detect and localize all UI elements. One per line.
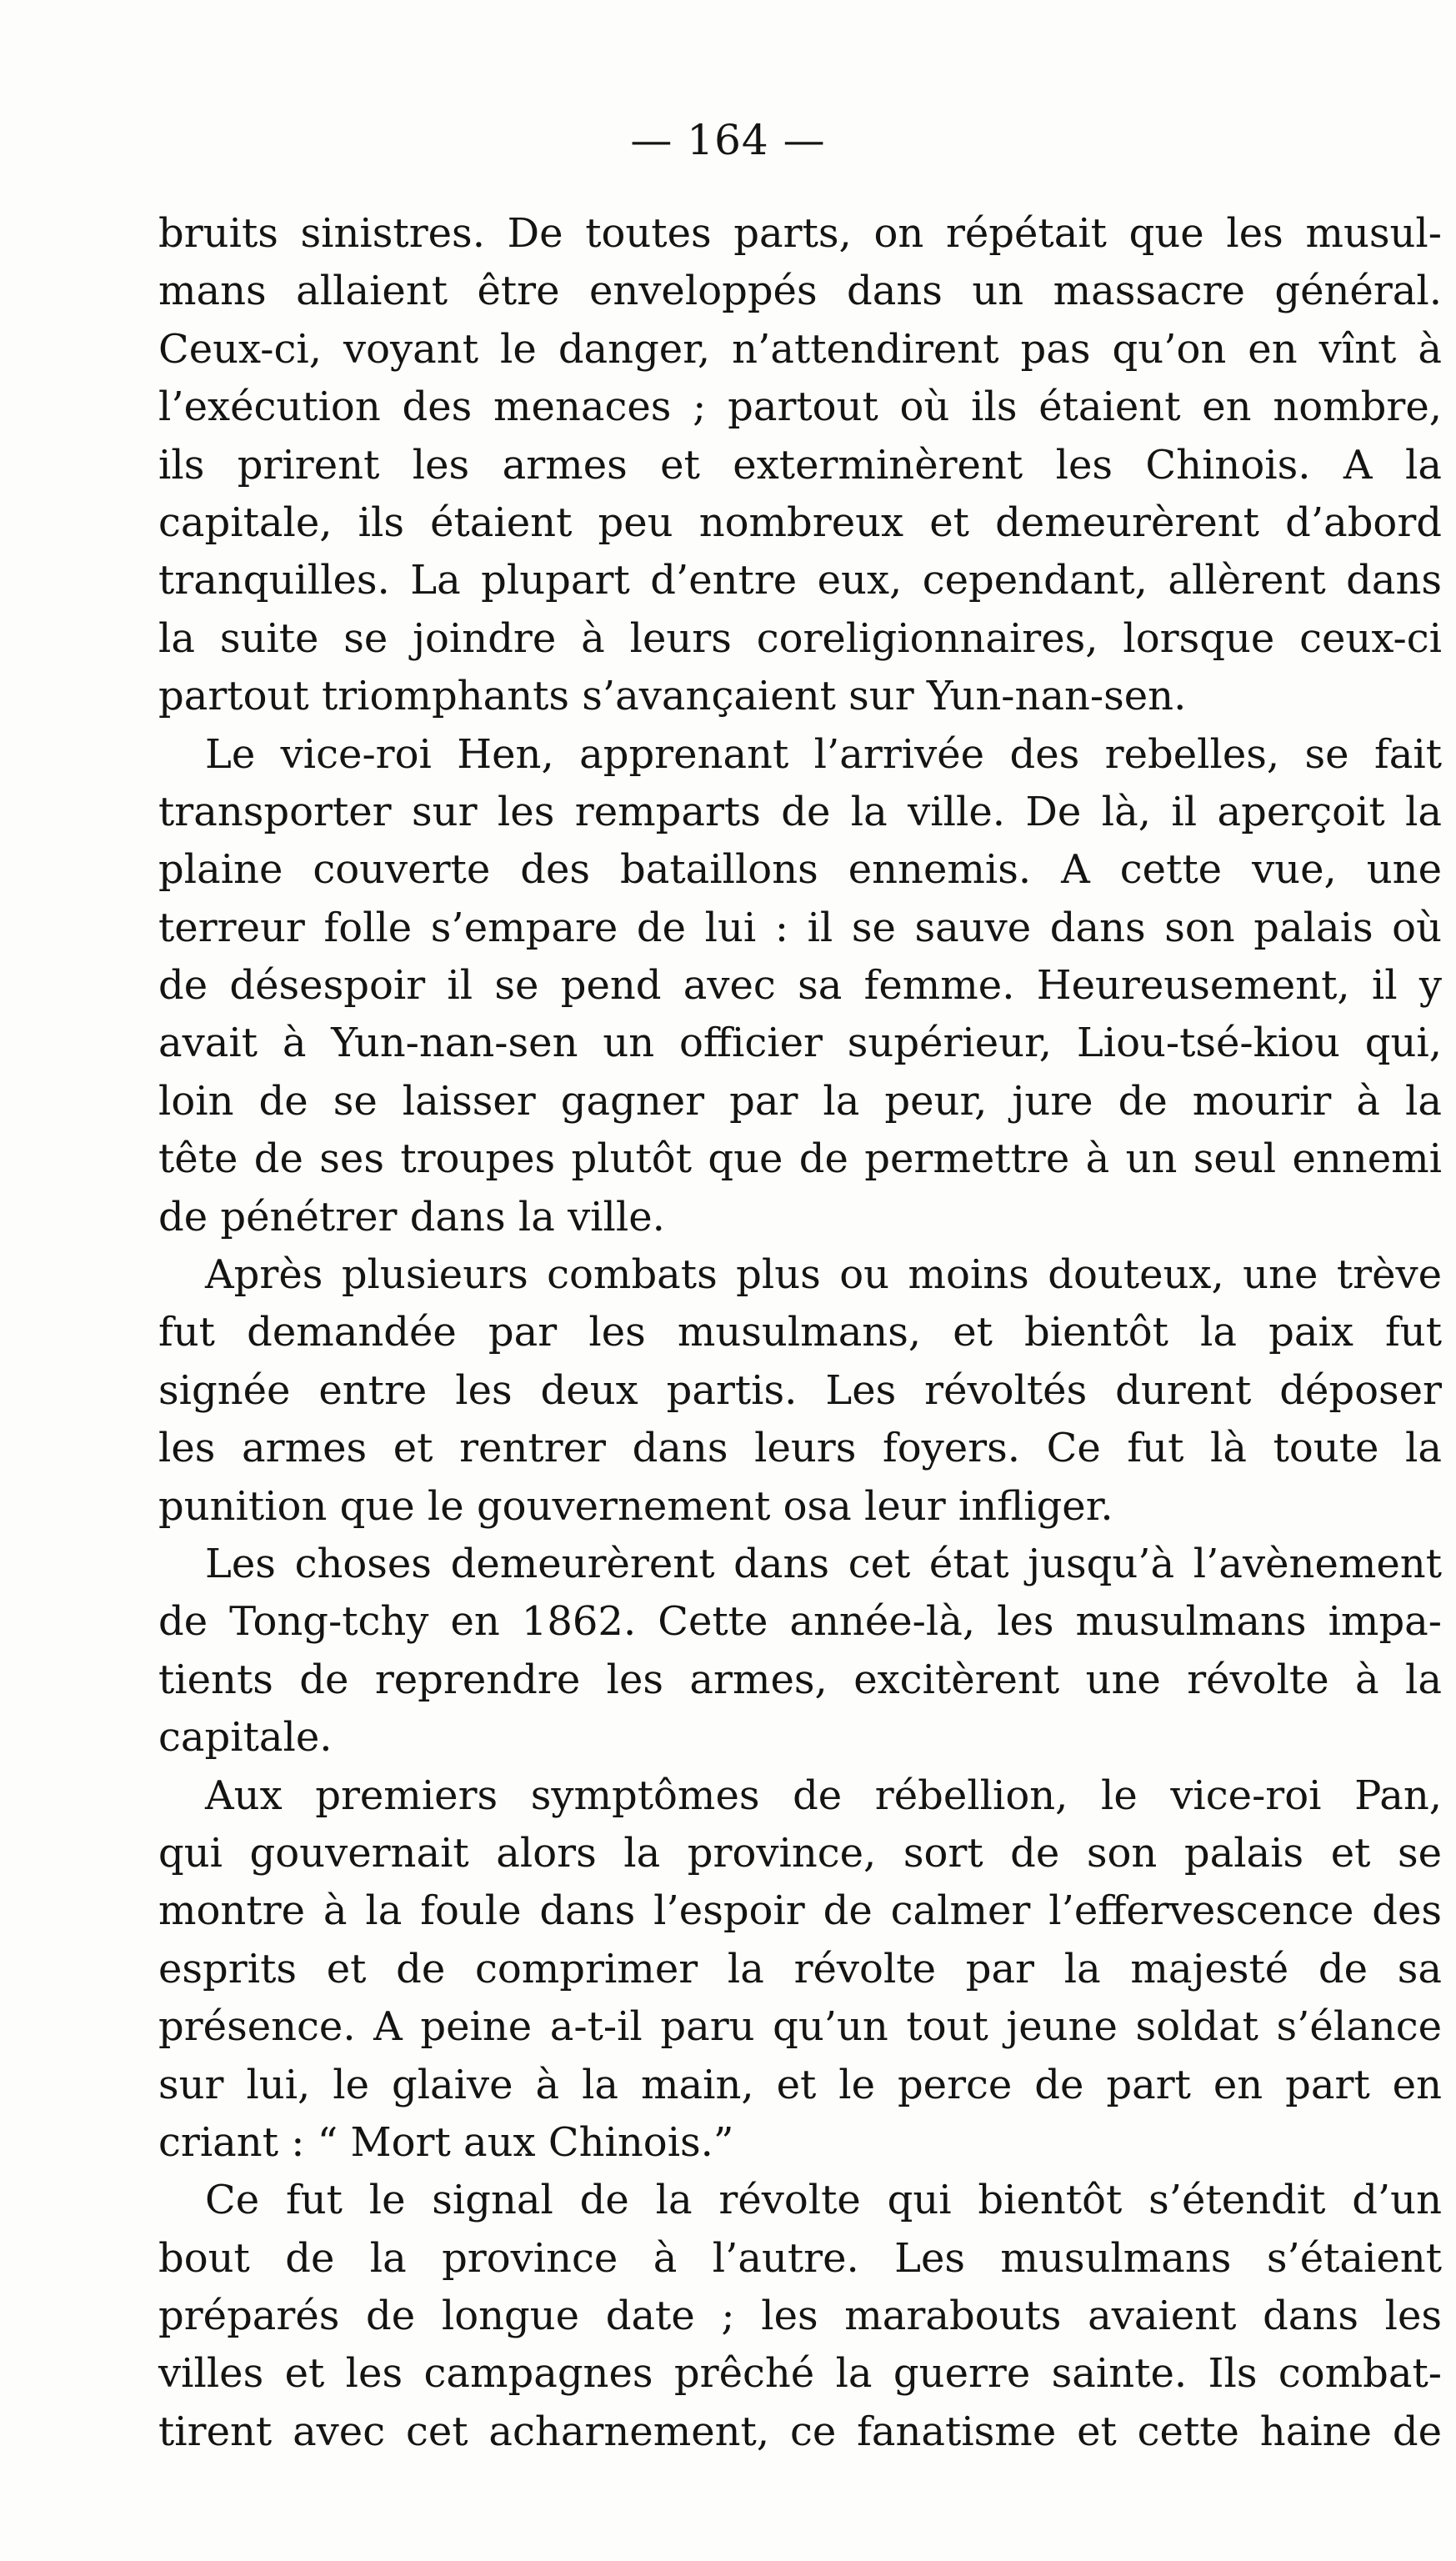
text-line: bruits sinistres. De toutes parts, on répétait que les musul-	[158, 210, 1442, 257]
text-line: les armes et rentrer dans leurs foyers. Ce fut là toute la	[158, 1425, 1442, 1472]
text-line: ils prirent les armes et exterminèrent les Chinois. A la	[158, 441, 1442, 489]
text-line: de désespoir il se pend avec sa femme. Heureusement, il y	[158, 962, 1442, 1010]
text-line: l’exécution des menaces ; partout où ils étaient en nombre,	[158, 383, 1442, 431]
paragraph	[158, 1536, 1442, 1767]
text-line: punition que le gouvernement osa leur infliger.	[158, 1482, 1113, 1530]
text-line: mans allaient être enveloppés dans un massacre général.	[158, 268, 1442, 315]
text-line: sur lui, le glaive à la main, et le perce de part en part en	[158, 2061, 1442, 2108]
text-line: avait à Yun-nan-sen un officier supérieur, Liou-tsé-kiou qui,	[158, 1020, 1442, 1067]
paragraph	[158, 726, 1442, 1247]
text-line: tête de ses troupes plutôt que de permettre à un seul ennemi	[158, 1135, 1442, 1183]
text-line: capitale, ils étaient peu nombreux et demeurèrent d’abord	[158, 499, 1442, 546]
text-line: criant : “ Mort aux Chinois.”	[158, 2118, 734, 2166]
text-line: terreur folle s’empare de lui : il se sauve dans son palais où	[158, 904, 1442, 951]
text-line: de Tong-tchy en 1862. Cette année-là, les musulmans impa-	[158, 1598, 1442, 1646]
text-line: qui gouvernait alors la province, sort de son palais et se	[158, 1829, 1442, 1877]
text-line: Ce fut le signal de la révolte qui bientôt s’étendit d’un	[205, 2177, 1442, 2224]
text-line: tients de reprendre les armes, excitèrent une révolte à la	[158, 1656, 1442, 1703]
text-line: Le vice-roi Hen, apprenant l’arrivée des rebelles, se fait	[205, 730, 1442, 778]
text-line: préparés de longue date ; les marabouts avaient dans les	[158, 2293, 1442, 2340]
text-line: la suite se joindre à leurs coreligionnaires, lorsque ceux-ci	[158, 614, 1442, 662]
text-line: Après plusieurs combats plus ou moins douteux, une trève	[205, 1251, 1442, 1299]
body-text	[158, 205, 1442, 2461]
text-line: montre à la foule dans l’espoir de calmer l’effervescence des	[158, 1887, 1442, 1935]
paragraph	[158, 2172, 1442, 2461]
text-line: de pénétrer dans la ville.	[158, 1193, 665, 1240]
text-line: partout triomphants s’avançaient sur Yun-nan-sen.	[158, 673, 1187, 720]
paragraph	[158, 1246, 1442, 1536]
text-line: tirent avec cet acharnement, ce fanatisme et cette haine de	[158, 2408, 1442, 2455]
text-line: villes et les campagnes prêché la guerre sainte. Ils combat-	[158, 2350, 1442, 2398]
paragraph	[158, 1767, 1442, 2173]
text-line: Les choses demeurèrent dans cet état jusqu’à l’avènement	[205, 1540, 1442, 1587]
text-line: transporter sur les remparts de la ville. De là, il aperçoit la	[158, 788, 1442, 835]
text-line: Ceux-ci, voyant le danger, n’attendirent pas qu’on en vînt à	[158, 325, 1442, 373]
text-line: fut demandée par les musulmans, et bientôt la paix fut	[158, 1309, 1442, 1356]
text-line: plaine couverte des bataillons ennemis. A cette vue, une	[158, 846, 1442, 894]
text-line: tranquilles. La plupart d’entre eux, cependant, allèrent dans	[158, 557, 1442, 604]
paragraph	[158, 205, 1442, 726]
text-line: présence. A peine a-t-il paru qu’un tout jeune soldat s’élance	[158, 2003, 1442, 2051]
text-line: capitale.	[158, 1714, 333, 1762]
text-line: bout de la province à l’autre. Les musulmans s’étaient	[158, 2234, 1442, 2282]
page-number: — 164 —	[630, 116, 826, 164]
text-line: Aux premiers symptômes de rébellion, le vice-roi Pan,	[205, 1772, 1442, 1819]
text-line: esprits et de comprimer la révolte par la majesté de sa	[158, 1945, 1442, 1992]
text-line: signée entre les deux partis. Les révoltés durent déposer	[158, 1366, 1442, 1414]
text-line: loin de se laisser gagner par la peur, jure de mourir à la	[158, 1077, 1442, 1125]
